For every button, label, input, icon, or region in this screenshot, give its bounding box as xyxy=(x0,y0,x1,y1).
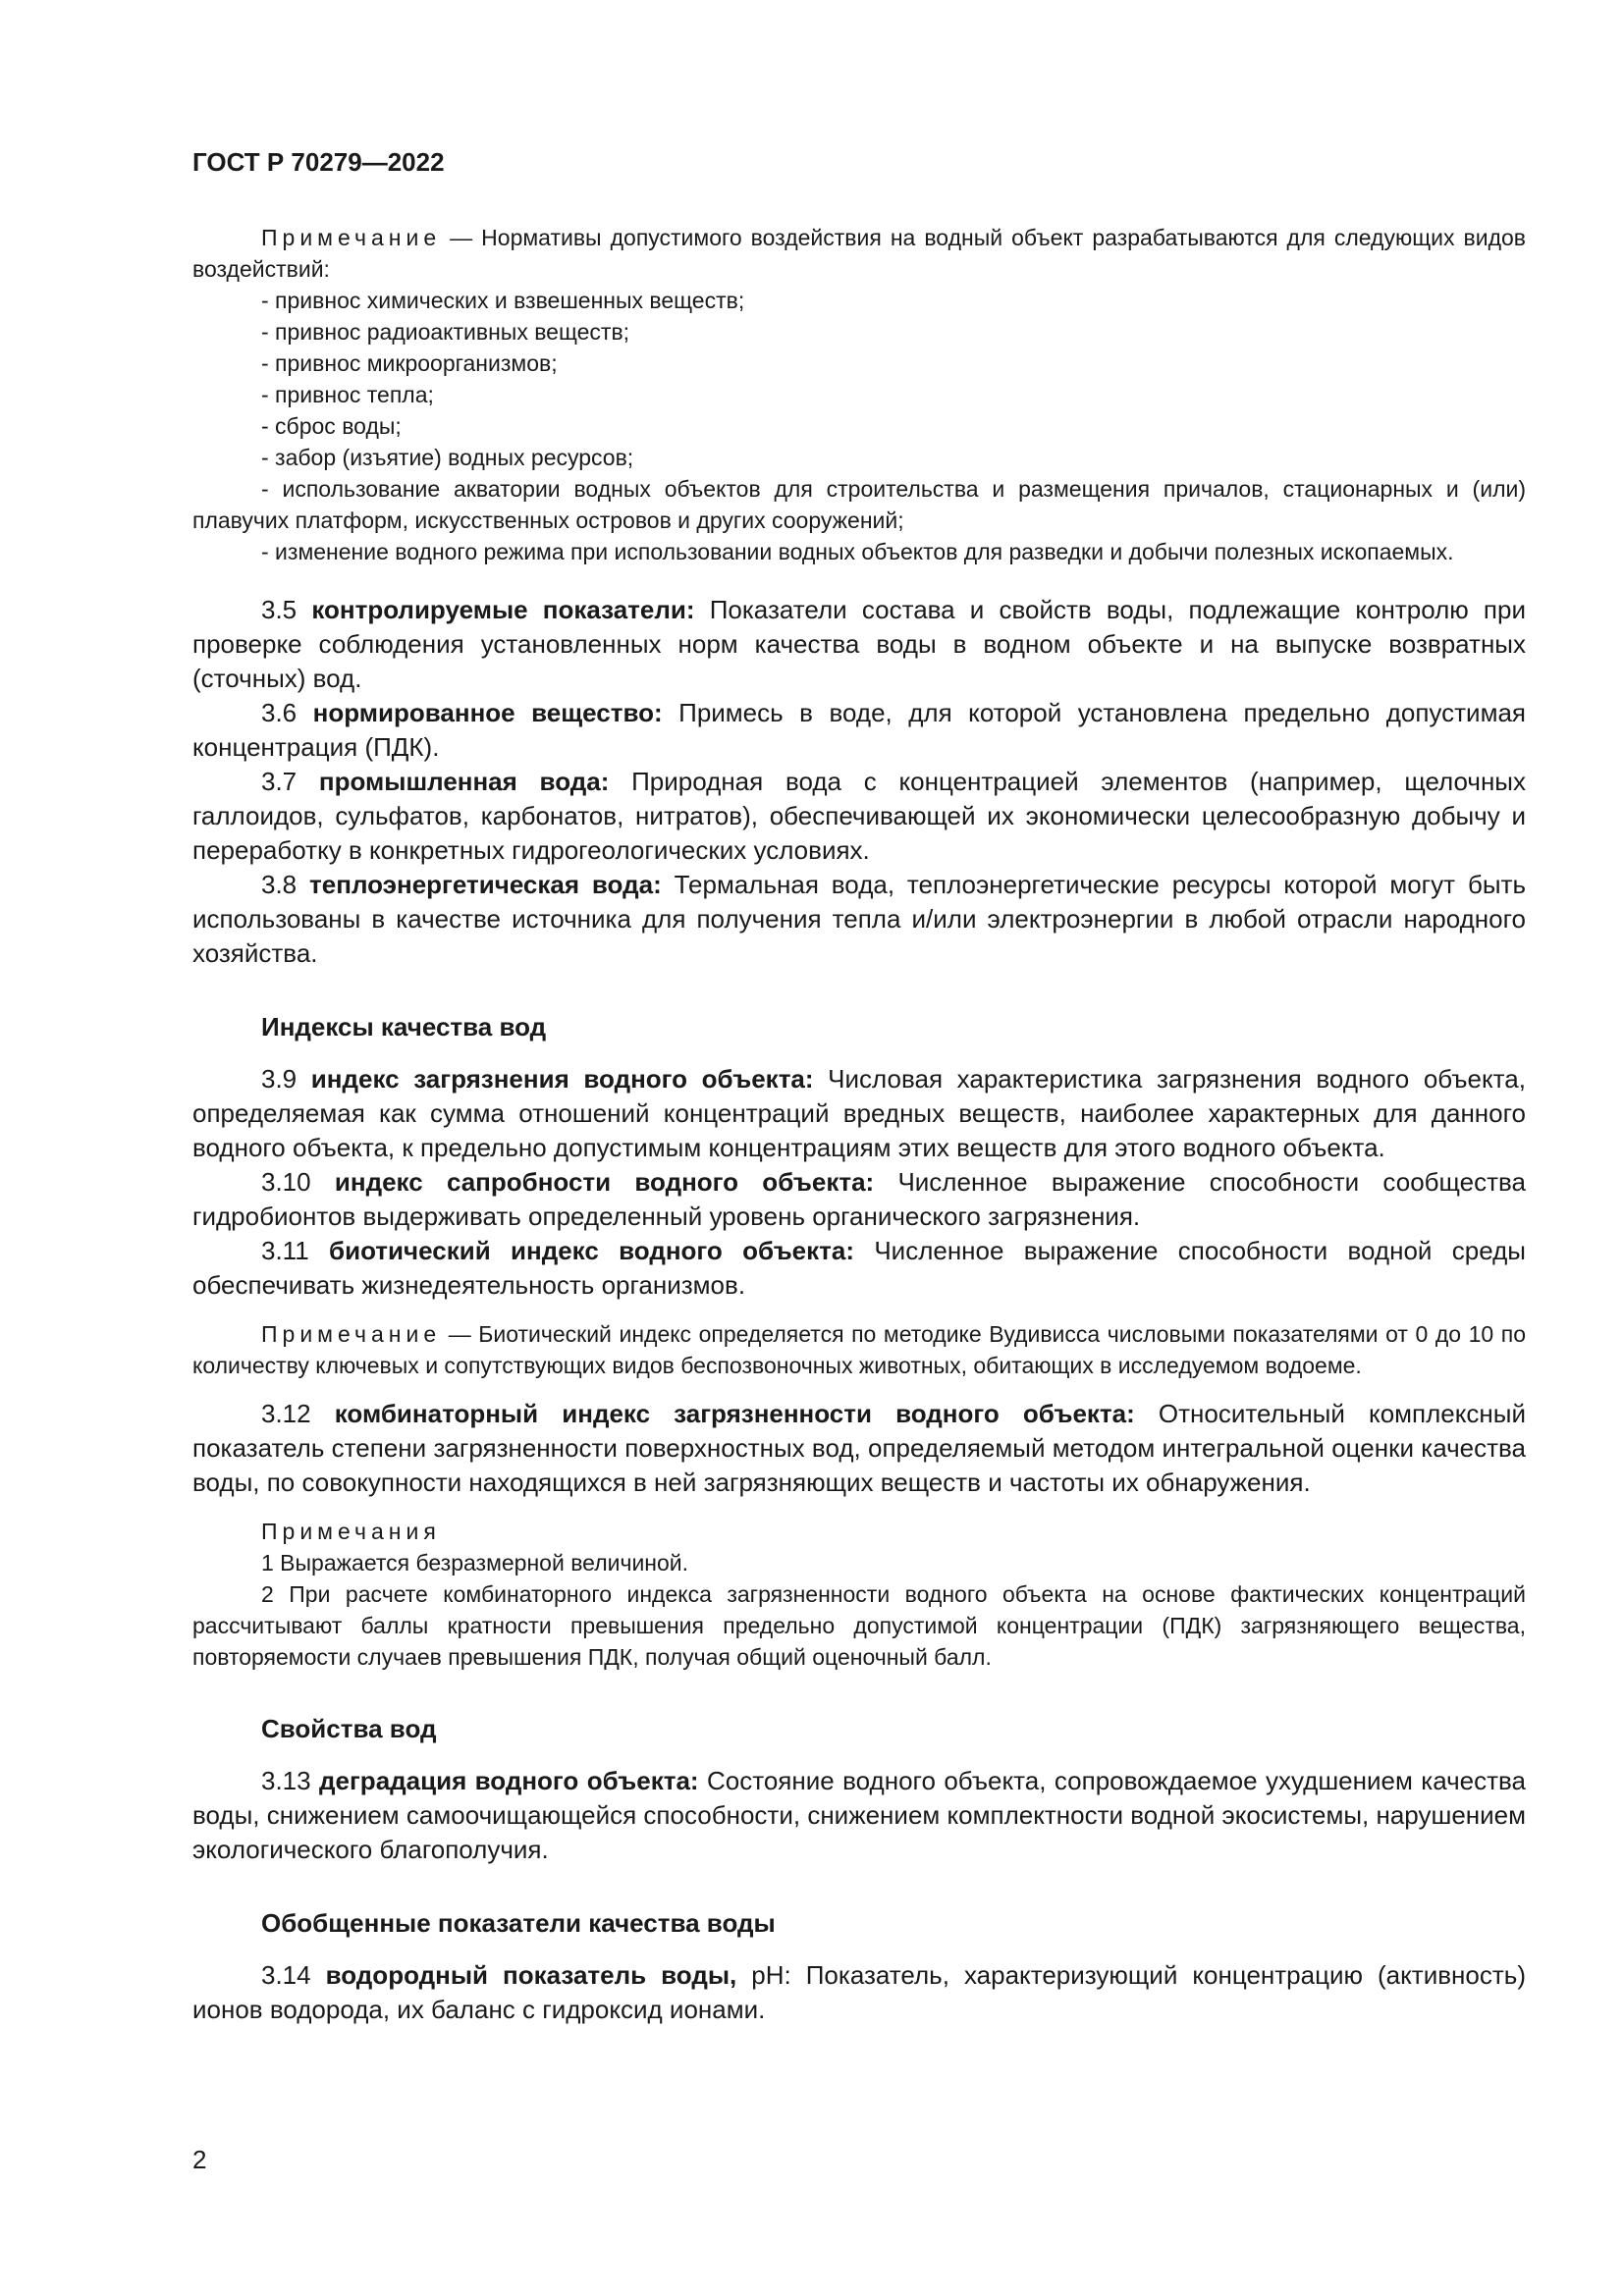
list-item: - привнос радиоактивных веществ; xyxy=(261,319,630,345)
note-block xyxy=(192,1318,1526,1381)
term-definition: Природная вода с концентрацией элементов (например, щелочных галлоидов, сульфатов, карбонатов, нитратов), обеспечивающей их экономически целесообразную добычу и переработку в конкретных гидрогеологических условиях. xyxy=(192,767,1526,865)
term-definition: Численное выражение способности сообщества гидробионтов выдерживать определенный уровень органического загрязнения. xyxy=(192,1167,1526,1231)
term-number: 3.6 xyxy=(261,698,298,727)
term-number: 3.9 xyxy=(261,1064,298,1094)
term-name: индекс загрязнения водного объекта: xyxy=(310,1064,814,1094)
term-entry xyxy=(192,1062,1526,1165)
document-header: ГОСТ Р 70279—2022 xyxy=(192,147,445,177)
term-entry xyxy=(192,1958,1526,2027)
section-heading: Индексы качества вод xyxy=(261,1012,547,1041)
term-name: нормированное вещество: xyxy=(312,698,663,727)
list-item: - привнос тепла; xyxy=(261,382,434,407)
term-entry xyxy=(192,1764,1526,1867)
term-number: 3.10 xyxy=(261,1167,311,1197)
term-definition: Численное выражение способности водной среды обеспечивать жизнедеятельность организмов. xyxy=(192,1236,1526,1300)
note-block xyxy=(192,222,1526,567)
term-number: 3.5 xyxy=(261,595,298,624)
list-item: - использование акватории водных объектов для строительства и размещения причалов, стационарных и (или) плавучих платформ, искусственных островов и других сооружений; xyxy=(192,476,1526,533)
note-item: 2 При расчете комбинаторного индекса загрязненности водного объекта на основе фактических концентраций рассчитывают баллы кратности превышения предельно допустимой концентрации (ПДК) загрязняющего вещества, повторяемости случаев превышения ПДК, получая общий оценочный балл. xyxy=(192,1581,1526,1670)
term-definition: Показатели состава и свойств воды, подлежащие контролю при проверке соблюдения установленных норм качества воды в водном объекте и на выпуске возвратных (сточных) вод. xyxy=(192,595,1526,693)
document-body xyxy=(192,222,1526,2027)
terms-group xyxy=(192,593,1526,971)
term-entry xyxy=(192,868,1526,971)
terms-group xyxy=(192,1958,1526,2027)
term-definition: Относительный комплексный показатель степени загрязненности поверхностных вод, определяемый методом интегральной оценки качества воды, по совокупности находящихся в ней загрязняющих веществ и частоты их обнаружения. xyxy=(192,1399,1526,1497)
terms-group xyxy=(192,1062,1526,1303)
term-name: индекс сапробности водного объекта: xyxy=(334,1167,875,1197)
term-name: деградация водного объекта: xyxy=(319,1766,699,1795)
note-paragraph xyxy=(192,222,1526,285)
note-text: — Биотический индекс определяется по методике Вудивисса числовыми показателями от 0 до 10 по количеству ключевых и сопутствующих видов беспозвоночных животных, обитающих в исследуемом водоеме. xyxy=(192,1321,1526,1378)
page-number: 2 xyxy=(192,2145,207,2174)
list-item: - привнос микроорганизмов; xyxy=(261,350,558,376)
section-heading: Обобщенные показатели качества воды xyxy=(261,1908,776,1938)
term-definition: Термальная вода, теплоэнергетические ресурсы которой могут быть использованы в качестве источника для получения тепла и/или электроэнергии в любой отрасли народного хозяйства. xyxy=(192,870,1526,968)
term-number: 3.14 xyxy=(261,1960,311,1990)
term-number: 3.8 xyxy=(261,870,298,899)
term-name: водородный показатель воды, xyxy=(325,1960,737,1990)
note-label: Примечание xyxy=(261,225,442,250)
term-number: 3.12 xyxy=(261,1399,311,1428)
note-label: Примечание xyxy=(261,1321,442,1347)
term-name: контролируемые показатели: xyxy=(311,595,695,624)
list-item: - привнос химических и взвешенных веществ; xyxy=(261,288,745,313)
term-definition: Состояние водного объекта, сопровождаемое ухудшением качества воды, снижением самоочищающейся способности, снижением комплектности водной экосистемы, нарушением экологического благополучия. xyxy=(192,1766,1526,1864)
note-item: 1 Выражается безразмерной величиной. xyxy=(261,1550,689,1575)
term-name: комбинаторный индекс загрязненности водного объекта: xyxy=(334,1399,1135,1428)
term-number: 3.13 xyxy=(261,1766,311,1795)
note-text: — Нормативы допустимого воздействия на водный объект разрабатываются для следующих видов воздействий: xyxy=(192,225,1526,282)
list-item: - забор (изъятие) водных ресурсов; xyxy=(261,445,634,470)
terms-group xyxy=(192,1764,1526,1867)
notes-label: Примечания xyxy=(261,1519,441,1544)
term-definition: Числовая характеристика загрязнения водного объекта, определяемая как сумма отношений концентраций вредных веществ, наиболее характерных для данного водного объекта, к предельно допустимым концентрациям этих веществ для этого водного объекта. xyxy=(192,1064,1526,1162)
term-entry xyxy=(192,765,1526,868)
term-entry xyxy=(192,1234,1526,1303)
term-name: промышленная вода: xyxy=(318,767,610,796)
term-number: 3.7 xyxy=(261,767,298,796)
list-item: - изменение водного режима при использовании водных объектов для разведки и добычи полезных ископаемых. xyxy=(261,539,1454,564)
note-paragraph xyxy=(192,1318,1526,1381)
term-definition: Примесь в воде, для которой установлена предельно допустимая концентрация (ПДК). xyxy=(192,698,1526,762)
term-entry xyxy=(192,1165,1526,1234)
term-name: теплоэнергетическая вода: xyxy=(309,870,662,899)
term-name: биотический индекс водного объекта: xyxy=(329,1236,854,1265)
term-definition: рН: Показатель, характеризующий концентрацию (активность) ионов водорода, их баланс с гидроксид ионами. xyxy=(192,1960,1526,2024)
section-heading: Свойства вод xyxy=(261,1714,437,1743)
term-entry xyxy=(192,696,1526,765)
term-number: 3.11 xyxy=(261,1236,309,1265)
list-item: - сброс воды; xyxy=(261,413,402,439)
term-entry xyxy=(192,1397,1526,1500)
notes-block xyxy=(192,1516,1526,1673)
terms-group xyxy=(192,1397,1526,1500)
term-entry xyxy=(192,593,1526,696)
